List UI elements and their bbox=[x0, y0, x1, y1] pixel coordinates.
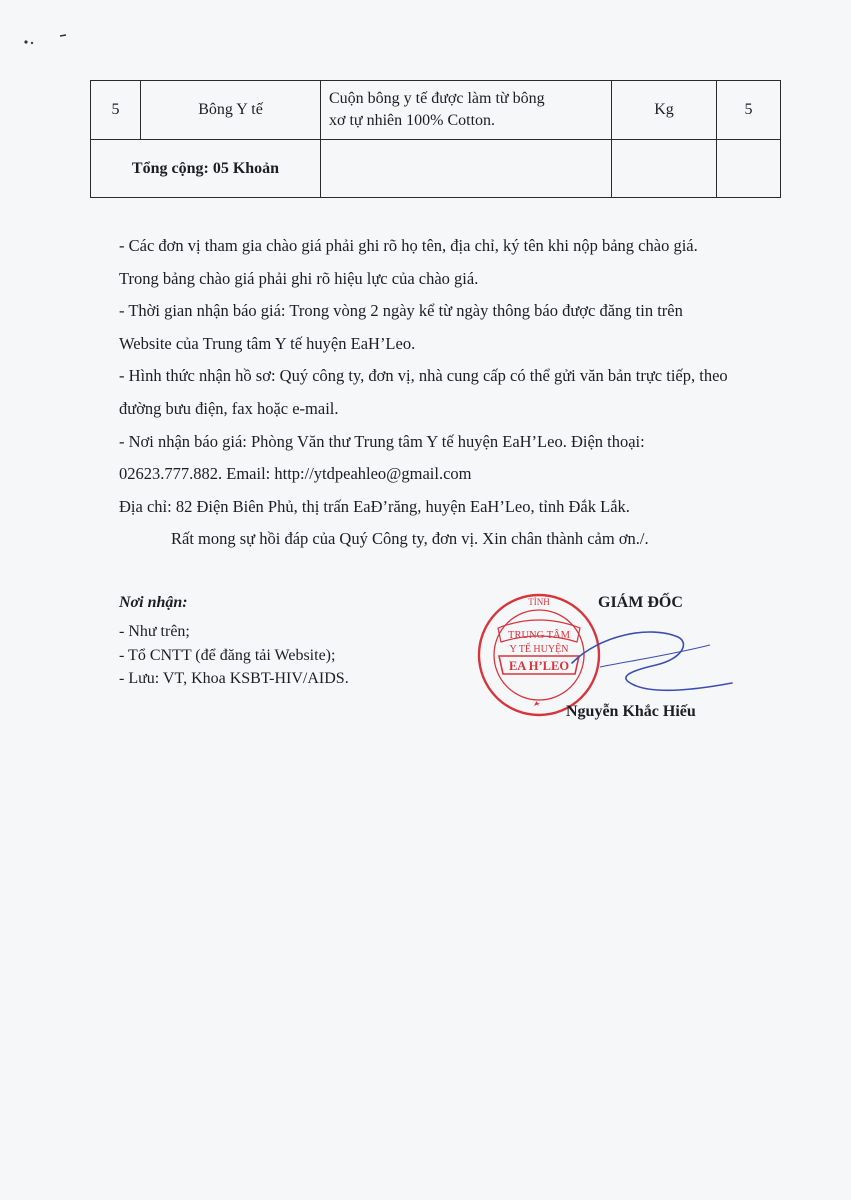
note-address: Địa chỉ: 82 Điện Biên Phủ, thị trấn EaĐ’răng, huyện EaH’Leo, tỉnh Đắk Lắk. bbox=[119, 496, 630, 516]
total-quantity-cell bbox=[717, 140, 781, 198]
item-description-line-1: Cuộn bông y tế được làm từ bông bbox=[329, 90, 545, 107]
note-receiving-time: - Thời gian nhận báo giá: Trong vòng 2 ngày kể từ ngày thông báo được đăng tin trên Website của Trung tâm Y tế huyện EaH’Leo. bbox=[119, 301, 683, 353]
handwritten-signature bbox=[560, 605, 740, 695]
stamp-line-1: TRUNG TÂM bbox=[508, 630, 570, 641]
table-total-row bbox=[91, 140, 781, 198]
row-number: 5 bbox=[91, 81, 141, 140]
note-submission-form: - Hình thức nhận hồ sơ: Quý công ty, đơn vị, nhà cung cấp có thể gửi văn bản trực tiếp, theo đường bưu điện, fax hoặc e-mail. bbox=[119, 366, 728, 418]
stamp-top-text: TỈNH bbox=[528, 597, 550, 607]
goods-table bbox=[90, 80, 781, 198]
recipients-title: Nơi nhận: bbox=[119, 594, 188, 611]
recipients-block bbox=[119, 594, 349, 691]
total-description-cell bbox=[321, 140, 612, 198]
recipient-item: - Lưu: VT, Khoa KSBT-HIV/AIDS. bbox=[119, 670, 349, 687]
signer-name: Nguyễn Khắc Hiếu bbox=[566, 703, 696, 720]
note-receiving-place: - Nơi nhận báo giá: Phòng Văn thư Trung tâm Y tế huyện EaH’Leo. Điện thoại: 02623.777.882. Email: http://ytdpeahleo@gmail.com bbox=[119, 431, 645, 484]
stamp-line-2: Y TẾ HUYỆN bbox=[509, 644, 569, 655]
closing-sentence: Rất mong sự hồi đáp của Quý Công ty, đơn vị. Xin chân thành cảm ơn./. bbox=[171, 529, 649, 549]
total-label: Tổng cộng: 05 Khoản bbox=[91, 140, 321, 198]
item-description-line-2: xơ tự nhiên 100% Cotton. bbox=[329, 112, 496, 129]
item-description bbox=[321, 81, 612, 140]
item-quantity: 5 bbox=[717, 81, 781, 140]
item-name: Bông Y tế bbox=[141, 81, 321, 140]
signature-title: GIÁM ĐỐC bbox=[598, 594, 683, 611]
table-row bbox=[91, 81, 781, 140]
recipient-item: - Như trên; bbox=[119, 623, 190, 640]
note-participants: - Các đơn vị tham gia chào giá phải ghi rõ họ tên, địa chỉ, ký tên khi nộp bảng chào giá. Trong bảng chào giá phải ghi rõ hiệu lực của chào giá. bbox=[119, 236, 698, 288]
recipient-item: - Tổ CNTT (để đăng tải Website); bbox=[119, 646, 336, 664]
item-unit: Kg bbox=[612, 81, 717, 140]
total-unit-cell bbox=[612, 140, 717, 198]
stamp-line-3: EA H’LEO bbox=[508, 659, 570, 673]
notes-section bbox=[119, 230, 729, 556]
scan-speck-mark bbox=[20, 30, 70, 50]
